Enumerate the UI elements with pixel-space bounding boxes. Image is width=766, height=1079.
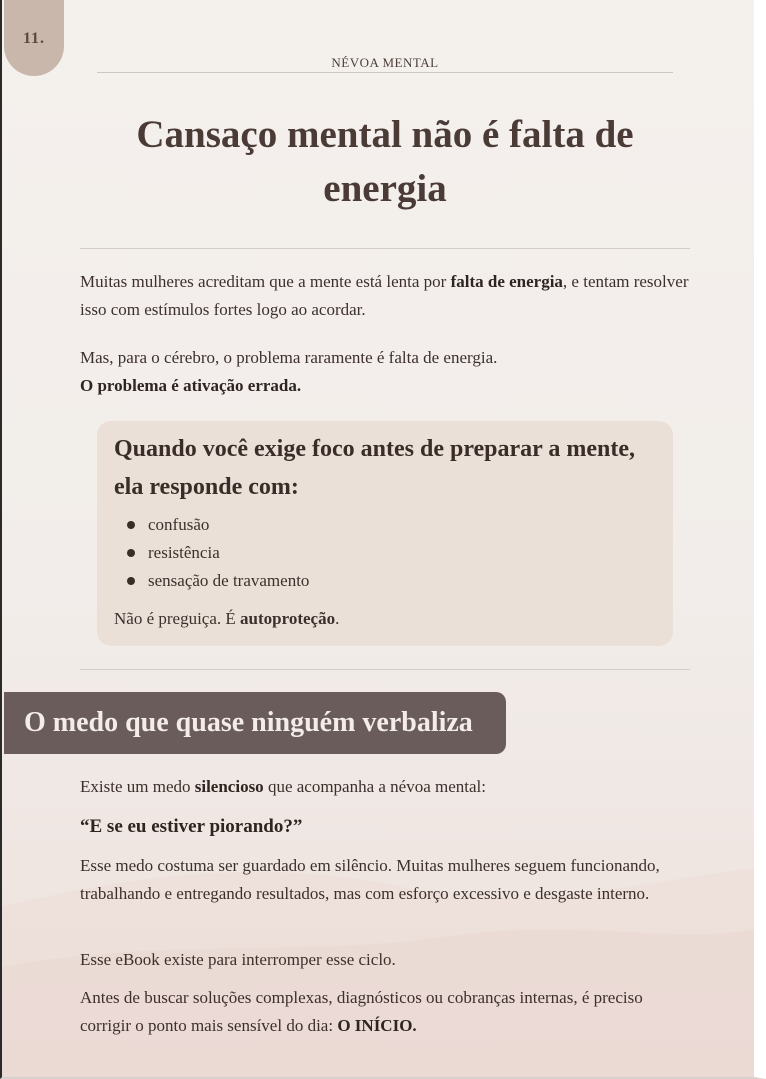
section-label: NÉVOA MENTAL [331, 55, 439, 70]
callout-box [97, 421, 673, 646]
section-paragraph-3: Esse eBook existe para interromper esse ciclo. [80, 950, 396, 969]
header-divider [97, 72, 673, 73]
callout-footer: Não é preguiça. É autoproteção. [114, 609, 340, 628]
page-number-tab [4, 0, 64, 76]
section-paragraph-2: Esse medo costuma ser guardado em silêncio. Muitas mulheres seguem funcionando, trabalhando e entregando resultados, mas com esforço excessivo e desgaste interno. [80, 856, 660, 903]
section-heading: O medo que quase ninguém verbaliza [4, 692, 506, 754]
quote: “E se eu estiver piorando?” [80, 816, 303, 837]
bullet-icon [127, 577, 135, 585]
section-paragraph-1: Existe um medo silencioso que acompanha a névoa mental: [80, 777, 487, 796]
bullet-icon [127, 549, 135, 557]
page-title: Cansaço mental não é falta de energia [136, 113, 634, 210]
list-item: resistência [114, 539, 309, 567]
list-item: confusão [114, 511, 309, 539]
callout-list [114, 511, 309, 595]
intro-paragraph-1: Muitas mulheres acreditam que a mente está lenta por falta de energia, e tentam resolver isso com estímulos fortes logo ao acordar. [80, 272, 689, 319]
bullet-icon [127, 521, 135, 529]
list-item: sensação de travamento [114, 567, 309, 595]
callout-title: Quando você exige foco antes de preparar a mente, ela responde com: [114, 436, 636, 500]
section-paragraph-4: Antes de buscar soluções complexas, diagnósticos ou cobranças internas, é preciso corrigir o ponto mais sensível do dia: O INÍCIO. [80, 988, 643, 1035]
title-divider [80, 248, 690, 249]
section-divider [80, 669, 690, 670]
page-number: 11. [22, 30, 46, 47]
intro-paragraph-2: Mas, para o cérebro, o problema raramente é falta de energia. O problema é ativação errada. [80, 348, 498, 395]
